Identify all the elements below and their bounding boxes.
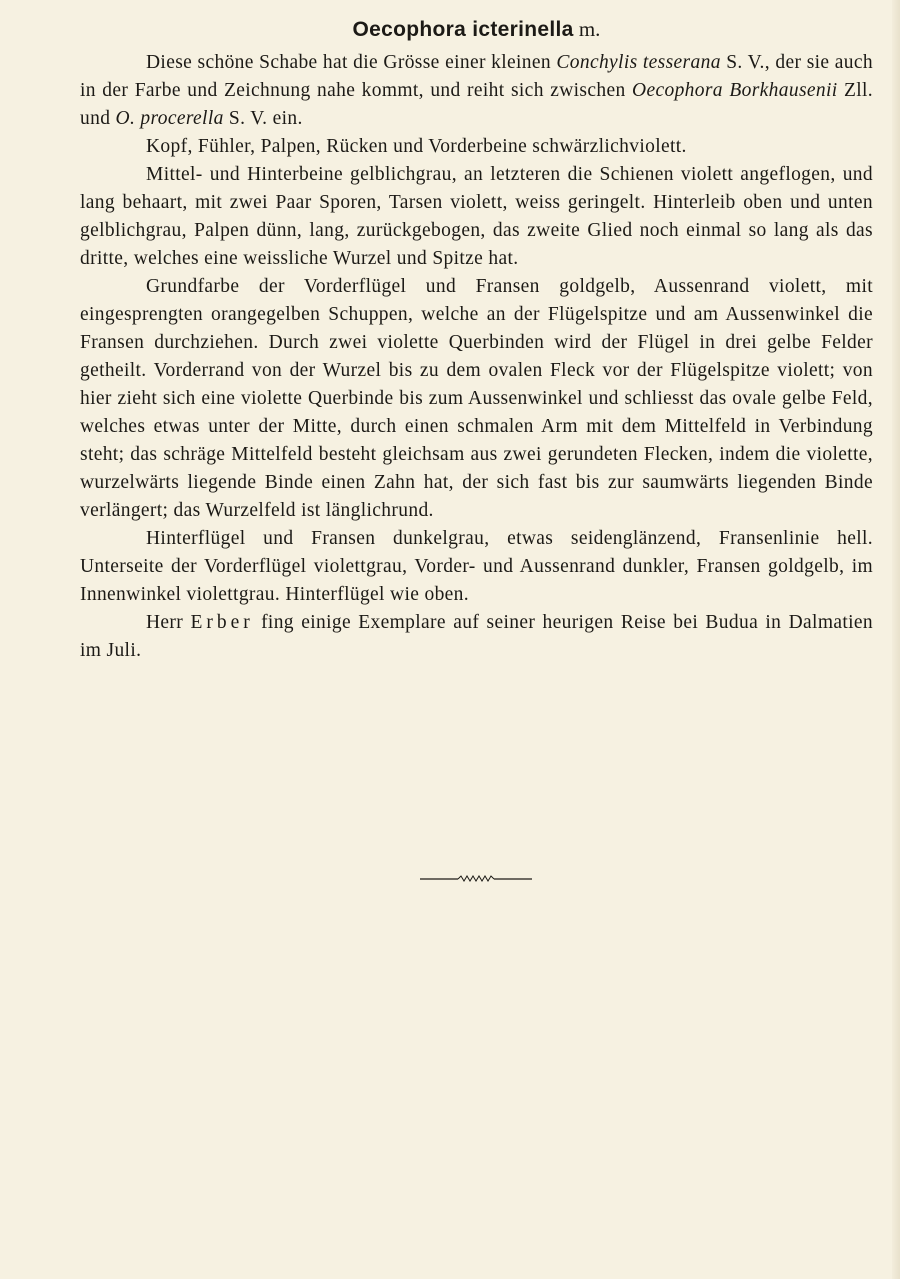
- intro-species-conchylis: Conchylis tesserana: [556, 52, 721, 73]
- intro-text-1: Diese schöne Schabe hat die Grösse einer kleinen: [146, 52, 557, 73]
- intro-text-4: S. V. ein.: [223, 108, 303, 129]
- paragraph-legs-body: Mittel- und Hinterbeine gelblichgrau, an letzteren die Schienen violett angeflogen, und lang behaart, mit zwei Paar Sporen, Tarsen violett, weiss geringelt. Hinterleib oben und unten gelblichgrau, Palpen dünn, lang, zurückgebogen, das zweite Glied noch einmal so lang als das dritte, welches eine weissliche Wurzel und Spitze hat.: [80, 164, 873, 269]
- collector-text-1: Herr: [146, 612, 191, 633]
- article-title: [80, 14, 873, 45]
- page-edge: [892, 0, 900, 1279]
- intro-species-procerella: O. procerella: [115, 108, 224, 129]
- intro-text-3: Zll. und: [80, 80, 874, 129]
- paragraph-collector: [80, 609, 873, 665]
- paragraph-intro: [80, 49, 873, 133]
- paragraph-hindwings: Hinterflügel und Fransen dunkelgrau, etwas seidenglänzend, Fransenlinie hell. Unterseite der Vorderflügel violettgrau, Vorder- und Aussenrand dunkler, Fransen goldgelb, im Innenwinkel violettgrau. Hinterflügel wie oben.: [80, 528, 873, 605]
- intro-species-borkhausenii: Oecophora Borkhausenii: [632, 80, 838, 101]
- section-end-ornament: [420, 871, 532, 885]
- paragraph-head: Kopf, Fühler, Palpen, Rücken und Vorderbeine schwärzlichviolett.: [146, 136, 687, 157]
- paragraph-forewings: Grundfarbe der Vorderflügel und Fransen goldgelb, Aussenrand violett, mit eingesprengten orangegelben Schuppen, welche an der Flügelspitze und am Aussenwinkel die Fransen durchziehen. Durch zwei violette Querbinden wird der Flügel in drei gelbe Felder getheilt. Vorderrand von der Wurzel bis zu dem ovalen Fleck vor der Flügelspitze violett; von hier zieht sich eine violette Querbinde bis zum Aussenwinkel und schliesst das ovale gelbe Feld, welches etwas unter der Mitte, durch einen schmalen Arm mit dem Mittelfeld in Verbindung steht; das schräge Mittelfeld besteht gleichsam aus zwei gerundeten Flecken, indem die violette, wurzelwärts liegende Binde einen Zahn hat, der sich fast bis zur saumwärts liegenden Binde verlängert; das Wurzelfeld ist länglichrund.: [80, 276, 873, 521]
- collector-text-2: fing einige Exemplare auf seiner heurigen Reise bei Budua in Dalmatien im Juli.: [80, 612, 873, 661]
- collector-name: Erber: [190, 612, 254, 633]
- title-author-mark: m.: [578, 17, 601, 41]
- intro-text-2: S. V., der sie auch in der Farbe und Zeichnung nahe kommt, und reiht sich zwischen: [80, 52, 873, 101]
- title-species-name: Oecophora icterinella: [352, 18, 574, 41]
